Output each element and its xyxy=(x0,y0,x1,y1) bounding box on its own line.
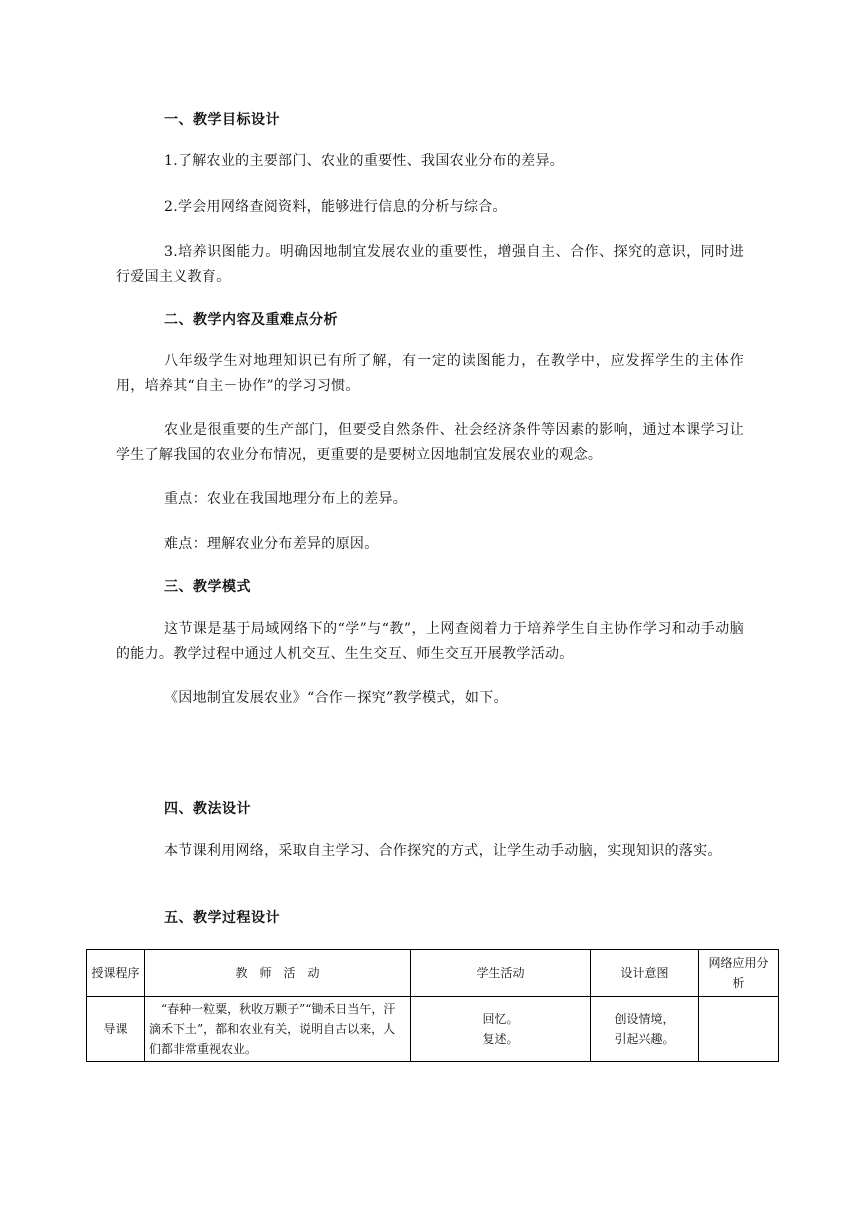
heading-teaching-method: 四、教法设计 xyxy=(164,801,251,817)
heading-teaching-mode: 三、教学模式 xyxy=(164,579,251,595)
design-intent-line-1: 创设情境， xyxy=(614,1012,675,1026)
cell-design-intent xyxy=(591,997,699,1062)
mode-paragraph-1: 这节课是基于局域网络下的“学”与“教”，上网查阅着力于培养学生自主协作学习和动手动脑的能力。教学过程中通过人机交互、生生交互、师生交互开展教学活动。 xyxy=(116,621,744,662)
cell-student-activity xyxy=(411,997,591,1062)
table-row xyxy=(87,997,779,1062)
cell-teacher-activity: “春种一粒粟，秋收万颗子”“锄禾日当午，汗滴禾下土”，都和农业有关，说明自古以来，人们都非常重视农业。 xyxy=(145,997,411,1062)
header-stage: 授课程序 xyxy=(87,950,145,997)
heading-content-analysis: 二、教学内容及重难点分析 xyxy=(164,312,338,328)
key-point: 重点：农业在我国地理分布上的差异。 xyxy=(164,491,408,507)
student-activity-line-2: 复述。 xyxy=(482,1032,519,1046)
content-paragraph-2: 农业是很重要的生产部门，但要受自然条件、社会经济条件等因素的影响，通过本课学习让学生了解我国的农业分布情况，更重要的是要树立因地制宜发展农业的观念。 xyxy=(116,422,744,463)
teaching-process-table xyxy=(86,949,779,1062)
content-paragraph-1: 八年级学生对地理知识已有所了解，有一定的读图能力，在教学中，应发挥学生的主体作用，培养其“自主－协作”的学习习惯。 xyxy=(116,353,744,394)
design-intent-line-2: 引起兴趣。 xyxy=(614,1032,675,1046)
header-student-activity: 学生活动 xyxy=(411,950,591,997)
cell-stage: 导课 xyxy=(87,997,145,1062)
objective-3: 3.培养识图能力。明确因地制宜发展农业的重要性，增强自主、合作、探究的意识，同时进行爱国主义教育。 xyxy=(116,244,744,285)
header-network-analysis: 网络应用分析 xyxy=(699,950,779,997)
objective-1: 1.了解农业的主要部门、农业的重要性、我国农业分布的差异。 xyxy=(164,153,565,169)
heading-teaching-process: 五、教学过程设计 xyxy=(164,910,280,926)
mode-paragraph-2: 《因地制宜发展农业》“合作－探究”教学模式，如下。 xyxy=(164,690,508,706)
student-activity-line-1: 回忆。 xyxy=(482,1012,519,1026)
header-teacher-activity-text: 教 师 活 动 xyxy=(235,966,320,980)
objective-2: 2.学会用网络查阅资料，能够进行信息的分析与综合。 xyxy=(164,199,507,215)
table-header-row xyxy=(87,950,779,997)
heading-teaching-objectives: 一、教学目标设计 xyxy=(164,112,280,128)
header-teacher-activity xyxy=(145,950,411,997)
method-paragraph: 本节课利用网络，采取自主学习、合作探究的方式，让学生动手动脑，实现知识的落实。 xyxy=(164,843,722,859)
header-design-intent: 设计意图 xyxy=(591,950,699,997)
difficult-point: 难点：理解农业分布差异的原因。 xyxy=(164,536,379,552)
cell-network-analysis xyxy=(699,997,779,1062)
